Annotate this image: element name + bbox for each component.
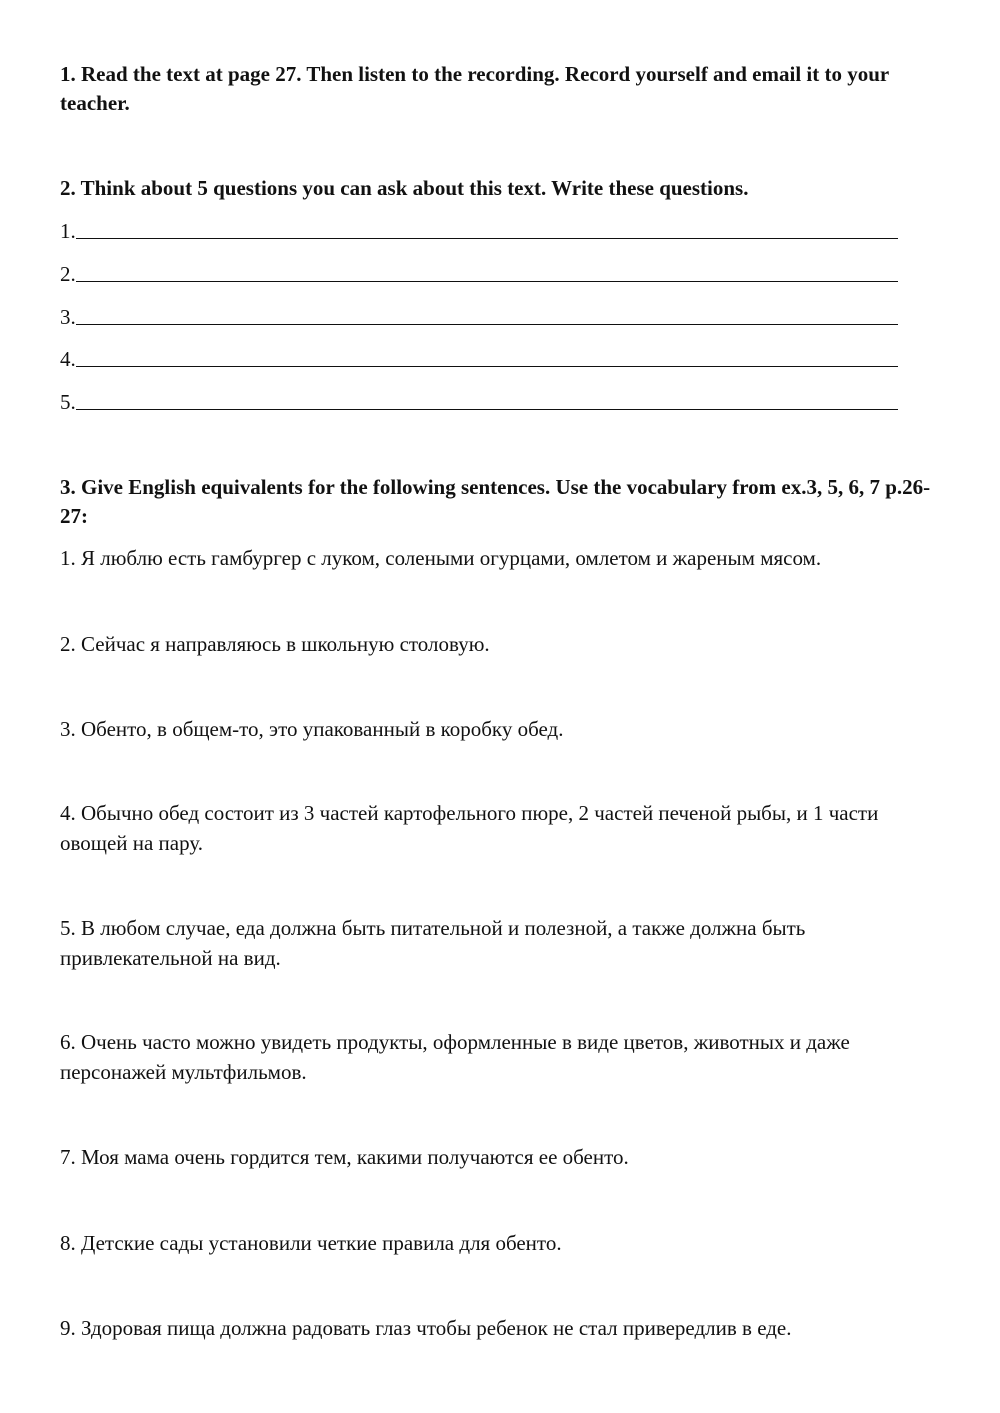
sentence-8: 8. Детские сады установили четкие правила для обенто. (60, 1231, 562, 1255)
task-2-heading: 2. Think about 5 questions you can ask about this text. Write these questions. (60, 176, 749, 200)
sentence-2: 2. Сейчас я направляюсь в школьную столовую. (60, 632, 490, 656)
sentence-9: 9. Здоровая пища должна радовать глаз чтобы ребенок не стал привередлив в еде. (60, 1316, 792, 1340)
answer-line-number: 3. (60, 305, 76, 329)
task-3-heading: 3. Give English equivalents for the following sentences. Use the vocabulary from ex.3, 5, 6, 7 p.26-27: (60, 475, 931, 528)
answer-line-number: 4. (60, 347, 76, 371)
answer-line-1[interactable] (60, 217, 898, 246)
answer-line-number: 5. (60, 390, 76, 414)
sentence-4: 4. Обычно обед состоит из 3 частей картофельного пюре, 2 частей печеной рыбы, и 1 части овощей на пару. (60, 801, 879, 855)
answer-blank[interactable] (76, 218, 898, 239)
answer-blank[interactable] (76, 389, 898, 410)
answer-blank[interactable] (76, 346, 898, 367)
answer-line-4[interactable] (60, 345, 898, 374)
answer-line-number: 2. (60, 262, 76, 286)
answer-blank[interactable] (76, 304, 898, 325)
sentence-3: 3. Обенто, в общем-то, это упакованный в коробку обед. (60, 717, 564, 741)
task-1-heading: 1. Read the text at page 27. Then listen to the recording. Record yourself and email it to your teacher. (60, 62, 889, 115)
answer-line-2[interactable] (60, 260, 898, 289)
sentence-7: 7. Моя мама очень гордится тем, какими получаются ее обенто. (60, 1145, 629, 1169)
sentence-5: 5. В любом случае, еда должна быть питательной и полезной, а также должна быть привлекательной на вид. (60, 916, 806, 970)
answer-line-5[interactable] (60, 388, 898, 417)
answer-blank[interactable] (76, 261, 898, 282)
sentence-6: 6. Очень часто можно увидеть продукты, оформленные в виде цветов, животных и даже персонажей мультфильмов. (60, 1030, 850, 1084)
answer-line-3[interactable] (60, 303, 898, 332)
answer-line-number: 1. (60, 219, 76, 243)
sentence-1: 1. Я люблю есть гамбургер с луком, солеными огурцами, омлетом и жареным мясом. (60, 546, 822, 570)
